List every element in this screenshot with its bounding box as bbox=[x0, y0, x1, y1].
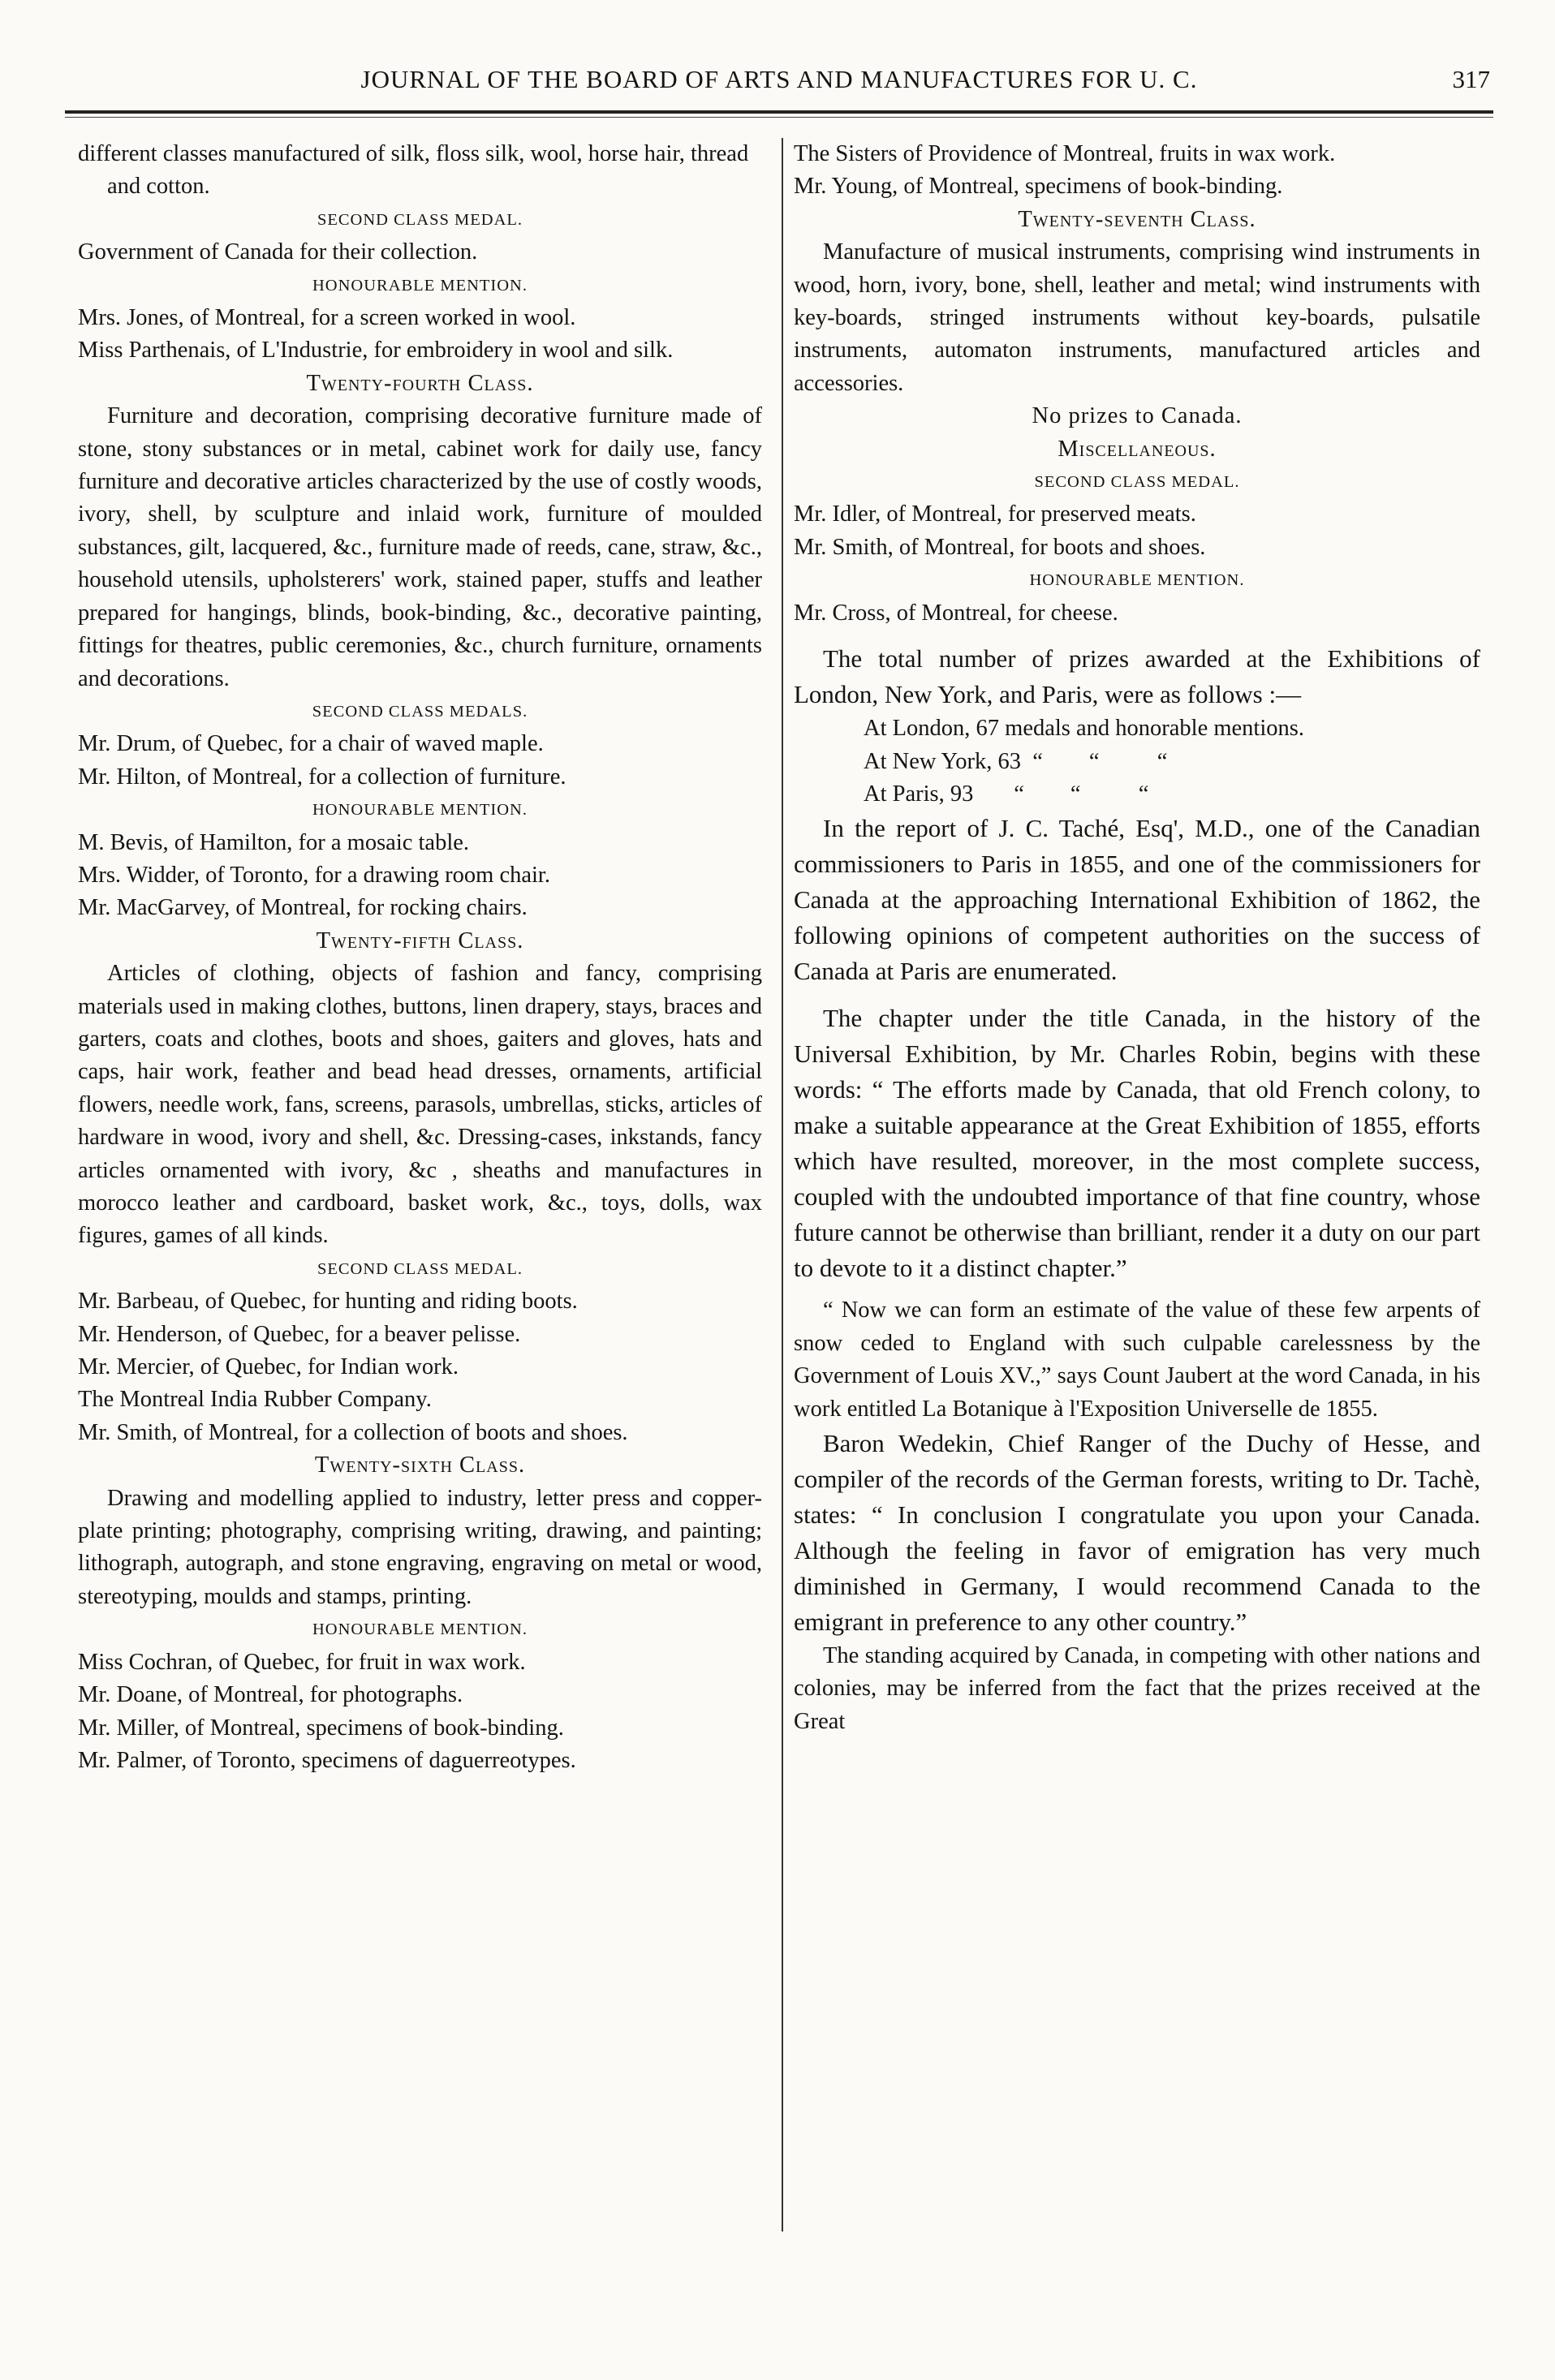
award-entry: The Montreal India Rubber Company. bbox=[78, 1387, 432, 1413]
class-description: Furniture and decoration, comprising decorative furniture made of stone, stony substances or in metal, cabinet work for daily use, fancy furniture and decorative articles characterized by the use of costly woods, ivory, shell, by sculpture and inlaid work, furniture of moulded substances, gilt, lacquered, &c., furniture made of reeds, cane, straw, &c., household utensils, upholsterers' work, stained paper, stuffs and leather prepared for hangings, blinds, book-binding, &c., decorative painting, fittings for theatres, public ceremonies, &c., church furniture, ornaments and decorations. bbox=[78, 403, 762, 691]
award-entry: M. Bevis, of Hamilton, for a mosaic table. bbox=[78, 829, 470, 855]
class-heading: Twenty-fourth Class. bbox=[306, 370, 534, 396]
award-entry: Mr. Mercier, of Quebec, for Indian work. bbox=[78, 1354, 459, 1380]
body-paragraph: In the report of J. C. Taché, Esq', M.D., one of the Canadian commissioners to Paris in 1855, and one of the commissioners for Canada at the approaching International Exhibition of 1862, the following opinions of competent authorities on the success of Canada at Paris are enumerated. bbox=[794, 814, 1480, 986]
award-entry: Mr. Palmer, of Toronto, specimens of daguerreotypes. bbox=[78, 1747, 576, 1773]
award-entry: Mr. Miller, of Montreal, specimens of book-binding. bbox=[78, 1715, 564, 1741]
award-entry: The Sisters of Providence of Montreal, fruits in wax work. bbox=[794, 141, 1336, 166]
prize-tally-line: At New York, 63 “ “ “ bbox=[864, 748, 1168, 774]
award-heading: HONOURABLE MENTION. bbox=[312, 276, 528, 295]
award-heading: HONOURABLE MENTION. bbox=[312, 1620, 528, 1639]
award-heading: SECOND CLASS MEDAL. bbox=[1034, 473, 1240, 492]
body-paragraph: “ Now we can form an estimate of the value of these few arpents of snow ceded to England with such culpable carelessness by the Government of Louis XV.,” says Count Jaubert at the word Canada, in his work entitled La Botanique à l'Exposition Universelle de 1855. bbox=[794, 1298, 1480, 1422]
class-description: Articles of clothing, objects of fashion and fancy, comprising materials used in making clothes, buttons, linen drapery, stays, braces and garters, coats and clothes, boots and shoes, gaiters and gloves, hats and caps, hair work, feather and bead head dresses, ornaments, artificial flowers, needle work, fans, screens, parasols, umbrellas, sticks, articles of hardware in wood, ivory and shell, &c. Dressing-cases, inkstands, fancy articles ornamented with ivory, &c , sheaths and manufactures in morocco leather and cardboard, basket work, &c., toys, dolls, wax figures, games of all kinds. bbox=[78, 961, 762, 1249]
award-entry: Mr. Smith, of Montreal, for boots and shoes. bbox=[794, 534, 1206, 560]
class-heading: Miscellaneous. bbox=[1057, 436, 1217, 462]
award-heading: SECOND CLASS MEDALS. bbox=[312, 702, 528, 721]
class-heading: Twenty-fifth Class. bbox=[316, 927, 524, 953]
body-paragraph: The standing acquired by Canada, in competing with other nations and colonies, may be inferred from the fact that the prizes received at the Great bbox=[794, 1642, 1480, 1734]
page-number: 317 bbox=[1452, 65, 1490, 93]
award-entry: Mrs. Jones, of Montreal, for a screen worked in wool. bbox=[78, 305, 576, 331]
award-entry: Mr. Barbeau, of Quebec, for hunting and riding boots. bbox=[78, 1289, 578, 1315]
award-entry: Mr. Cross, of Montreal, for cheese. bbox=[794, 600, 1118, 626]
award-entry: Government of Canada for their collection. bbox=[78, 239, 478, 265]
award-entry: Mr. Hilton, of Montreal, for a collection of furniture. bbox=[78, 764, 566, 790]
prize-tally-line: At Paris, 93 “ “ “ bbox=[864, 781, 1149, 807]
award-entry: Mr. Young, of Montreal, specimens of book-binding. bbox=[794, 174, 1283, 200]
award-entry: Miss Parthenais, of L'Industrie, for embroidery in wool and silk. bbox=[78, 338, 674, 364]
class-heading: Twenty-sixth Class. bbox=[314, 1453, 526, 1478]
journal-title: JOURNAL OF THE BOARD OF ARTS AND MANUFACTURES FOR U. C. bbox=[360, 65, 1198, 93]
header-rule-thin bbox=[65, 117, 1493, 118]
class-description: Manufacture of musical instruments, comprising wind instruments in wood, horn, ivory, bone, shell, leather and metal; wind instruments with key-boards, stringed instruments without key-boards, pulsatile instruments, automaton instruments, manufactured articles and accessories. bbox=[794, 239, 1480, 396]
award-entry: Mr. Smith, of Montreal, for a collection of boots and shoes. bbox=[78, 1419, 628, 1445]
award-entry: Mr. Henderson, of Quebec, for a beaver pelisse. bbox=[78, 1321, 521, 1347]
body-paragraph: The chapter under the title Canada, in the history of the Universal Exhibition, by Mr. Charles Robin, begins with these words: “ The efforts made by Canada, that old French colony, to make a suitable appearance at the Great Exhibition of 1855, efforts which have resulted, moreover, in the most complete success, coupled with the undoubted importance of that fine country, whose future cannot be otherwise than brilliant, render it a duty on our part to devote to it a distinct chapter.” bbox=[794, 1004, 1480, 1283]
class-description: Drawing and modelling applied to industry, letter press and copper-plate printing; photography, comprising writing, drawing, and painting; lithograph, autograph, and stone engraving, engraving on metal or wood, stereotyping, moulds and stamps, printing. bbox=[78, 1485, 762, 1609]
award-entry: Mr. Doane, of Montreal, for photographs. bbox=[78, 1682, 463, 1708]
running-header bbox=[65, 65, 1493, 105]
award-heading: SECOND CLASS MEDAL. bbox=[317, 210, 523, 229]
paragraph-continuation: different classes manufactured of silk, floss silk, wool, horse hair, thread and cotton. bbox=[78, 141, 749, 200]
award-entry: Mr. MacGarvey, of Montreal, for rocking chairs. bbox=[78, 895, 528, 921]
no-prizes-note: No prizes to Canada. bbox=[1032, 403, 1243, 429]
body-paragraph: The total number of prizes awarded at the Exhibitions of London, New York, and Paris, were as follows :— bbox=[794, 644, 1480, 709]
award-heading: SECOND CLASS MEDAL. bbox=[317, 1259, 523, 1278]
column-divider bbox=[782, 138, 783, 2232]
right-column bbox=[794, 138, 1480, 1738]
body-paragraph: Baron Wedekin, Chief Ranger of the Duchy of Hesse, and compiler of the records of the German forests, writing to Dr. Tachè, states: “ In conclusion I congratulate you upon your Canada. Although the feeling in favor of emigration has very much diminished in Germany, I would recommend Canada to the emigrant in preference to any other country.” bbox=[794, 1428, 1480, 1636]
award-entry: Miss Cochran, of Quebec, for fruit in wax work. bbox=[78, 1649, 526, 1675]
award-heading: HONOURABLE MENTION. bbox=[312, 801, 528, 820]
award-entry: Mr. Drum, of Quebec, for a chair of waved maple. bbox=[78, 731, 544, 757]
prize-tally-line: At London, 67 medals and honorable mentions. bbox=[864, 716, 1304, 742]
class-heading: Twenty-seventh Class. bbox=[1018, 206, 1256, 232]
award-heading: HONOURABLE MENTION. bbox=[1029, 571, 1245, 590]
left-column bbox=[78, 138, 762, 1777]
header-rule-thick bbox=[65, 110, 1493, 114]
award-entry: Mr. Idler, of Montreal, for preserved meats. bbox=[794, 501, 1196, 527]
award-entry: Mrs. Widder, of Toronto, for a drawing room chair. bbox=[78, 862, 550, 888]
